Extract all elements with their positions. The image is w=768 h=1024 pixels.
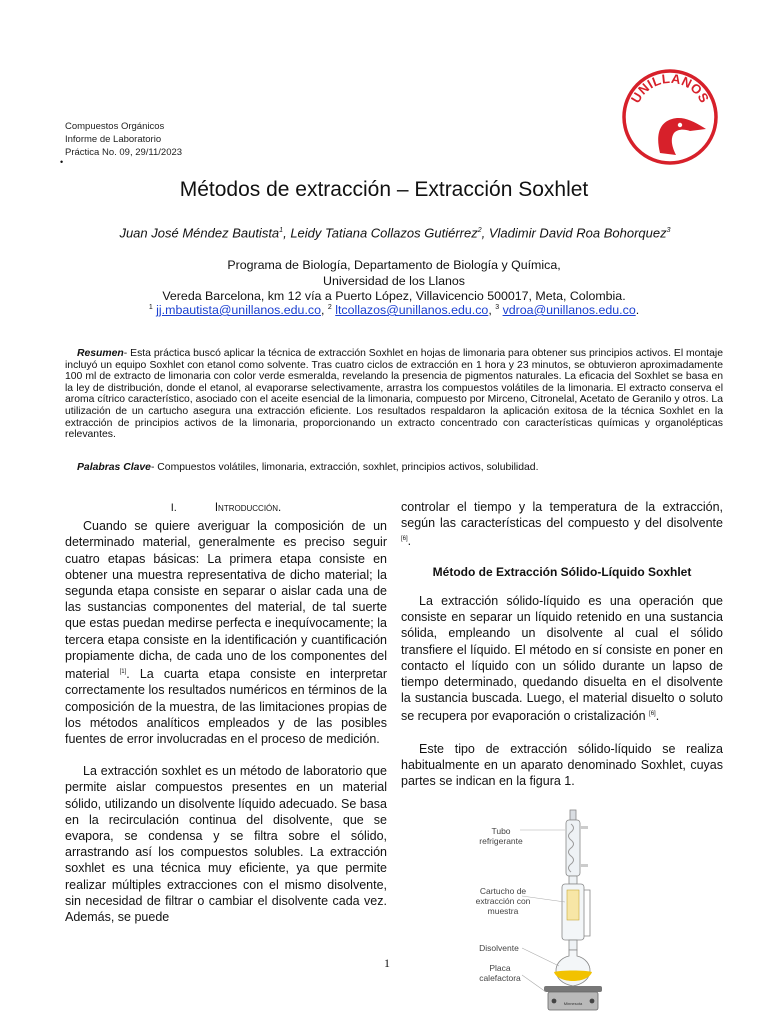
keywords [65, 462, 723, 473]
email-separator: , [320, 303, 328, 317]
affiliation-program: Programa de Biología, Departamento de Biología y Química, [227, 258, 561, 272]
figure-label-condenser: Tubo refrigerante [479, 826, 523, 846]
author-1: Juan José Méndez Bautista [119, 225, 280, 241]
intro-paragraph-continued [401, 499, 723, 550]
method-paragraph-1 [401, 593, 723, 725]
author-separator: , [283, 225, 291, 241]
intro-paragraph-2: La extracción soxhlet es un método de laboratorio que permite aislar compuestos presentes en un material sólido, utilizando un disolvente líquido adecuado. Se basa en la recirculación continua del disolvente, que se evapora, se condensa y se filtra sobre el sólido, arrastrando así los compuestos solubles. La extracción soxhlet es una técnica muy eficiente, ya que permite realizar múltiples extracciones con el mismo disolvente, sin necesidad de filtrar o cambiar el disolvente cada vez. Además, se puede [65, 764, 387, 925]
email-link-2[interactable]: ltcollazos@unillanos.edu.co [335, 303, 489, 317]
intro-p1-text: Cuando se quiere averiguar la composición de un determinado material, generalmente es preciso seguir cuatro etapas básicas: La primera etapa consiste en obtener una muestra representativa de dicho material; la segunda etapa consiste en separar o aislar cada una de las sustancias componentes del material, de tal suerte que estas puedan medirse perfecta e inequívocamente; la tercera etapa consiste en la identificación y cuantificación propiamente dicha, de cada uno de los componentes del material [65, 519, 387, 682]
section-heading-introduction [65, 500, 387, 516]
email-3-sup: 3 [495, 303, 500, 311]
intro-p1-text-cont: . La cuarta etapa consiste en interpretar correctamente los resultados numéricos en términos de la composición de la muestra, de las limitaciones propias de los métodos analíticos empleados y de las posibles fuentes de error involucradas en el proceso de medición. [65, 667, 388, 746]
author-emails [0, 303, 768, 317]
author-2: Leidy Tatiana Collazos Gutiérrez [290, 225, 478, 241]
citation-1: [1] [119, 669, 127, 676]
document-header [65, 120, 182, 159]
keywords-label: Palabras Clave [77, 462, 151, 473]
intro-p3-end: . [407, 534, 412, 549]
email-link-1[interactable]: jj.mbautista@unillanos.edu.co [156, 303, 321, 317]
logo-text: UNILLANOS [627, 70, 713, 106]
figure-label-hotplate: Placa calefactora [479, 963, 521, 983]
author-separator: , [481, 225, 489, 241]
bullet-dot: • [60, 157, 64, 167]
method-p1-end: . [655, 709, 660, 724]
practice-number-date: Práctica No. 09, 29/11/2023 [65, 147, 183, 158]
section-title: Introducción. [214, 502, 282, 514]
left-column [65, 500, 387, 925]
report-type: Informe de Laboratorio [65, 134, 162, 145]
author-3-sup: 3 [666, 227, 671, 234]
hotplate-brand: Minnesota [563, 1001, 583, 1006]
method-paragraph-2: Este tipo de extracción sólido-líquido se realiza habitualmente en un aparato denominado Soxhlet, cuyas partes se indican en la figura 1. [401, 741, 723, 789]
citation-6-b: [6] [649, 711, 656, 718]
intro-p3-text: controlar el tiempo y la temperatura de la extracción, según las características del compuesto y del disolvente [401, 500, 723, 531]
authors [100, 222, 690, 242]
abstract-label: Resumen [77, 348, 124, 359]
email-1-sup: 1 [148, 303, 153, 311]
author-3: Vladimir David Roa Bohorquez [488, 225, 667, 241]
author-2-sup: 2 [477, 227, 482, 234]
abstract-text: - Esta práctica buscó aplicar la técnica de extracción Soxhlet en hojas de limonaria para obtener sus principios activos. El montaje incluyó un equipo Soxhlet con etanol como solvente. Tras cuatro ciclos de extracción en 1 hora y 23 minutos, se obtuvieron aproximadamente 100 ml de extracto de limonaria con color verde esmeralda, revelando la presencia de pigmentos naturales. La eficacia del Soxhlet se basa en la ley de distribución, donde el etanol, al evaporarse selectivamente, arrastra los compuestos volátiles de la limonaria. El extracto conserva el aroma cítrico característico, asociado con el aceite esencial de la limonaria, compuesto por Mirceno, Citronelal, Acetato de Geranilo y otros. La utilización de un cartucho asegura una extracción eficiente. Los resultados respaldaron la aplicación exitosa de la técnica Soxhlet en la extracción de principios activos de la limonaria, proporcionando un extracto concentrado con características químicas y organolépticas relevantes. [65, 348, 723, 441]
figure-label-solvent: Disolvente [479, 943, 519, 953]
figure-soxhlet-apparatus [462, 806, 650, 1016]
citation-6: [6] [401, 536, 408, 543]
affiliation-university: Universidad de los Llanos [323, 274, 465, 288]
keywords-text: - Compuestos volátiles, limonaria, extracción, soxhlet, principios activos, solubilidad. [150, 462, 539, 473]
figure-label-cartridge: Cartucho de extracción con muestra [475, 886, 531, 916]
method-p1-text: La extracción sólido-líquido es una operación que consiste en separar un líquido retenido en una sustancia sólida, empleando un disolvente al cual el sólido transfiere el líquido. El método en sí consiste en poner en contacto el líquido con un sólido durante un lapso de tiempo determinado, quedando disuelta en el disolvente la sustancia buscada. Luego, el material disuelto o soluto se recupera por evaporación o cristalización [401, 593, 723, 724]
subsection-heading-soxhlet: Método de Extracción Sólido-Líquido Soxhlet [432, 564, 692, 579]
intro-paragraph-1 [65, 518, 387, 747]
university-logo [620, 65, 720, 165]
affiliation-address: Vereda Barcelona, km 12 vía a Puerto López, Villavicencio 500017, Meta, Colombia. [162, 289, 626, 303]
email-separator: , [488, 303, 496, 317]
author-1-sup: 1 [279, 227, 284, 234]
email-end: . [635, 303, 640, 317]
email-2-sup: 2 [327, 303, 332, 311]
right-column [401, 499, 723, 789]
course-name: Compuestos Orgánicos [65, 121, 165, 132]
page-title: Métodos de extracción – Extracción Soxhlet [179, 178, 589, 201]
email-link-3[interactable]: vdroa@unillanos.edu.co [502, 303, 636, 317]
page-number: 1 [384, 956, 390, 970]
abstract [65, 348, 723, 441]
section-number: I. [170, 502, 177, 514]
svg-text:UNILLANOS [628, 71, 712, 106]
